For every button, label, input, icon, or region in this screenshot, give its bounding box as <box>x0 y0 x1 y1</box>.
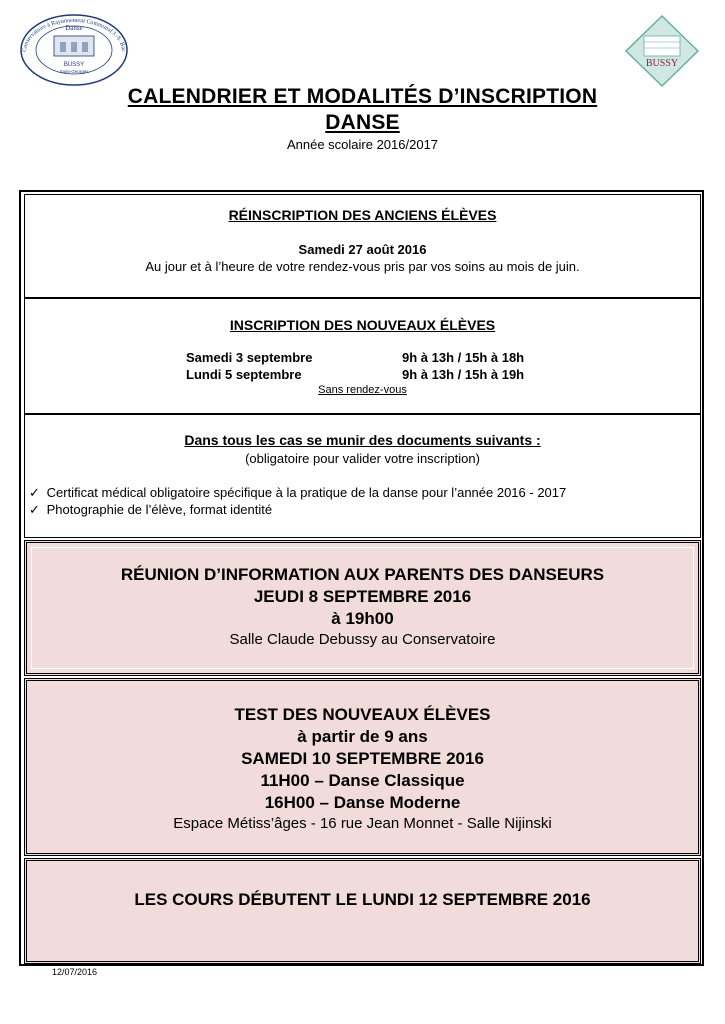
reunion-title: RÉUNION D’INFORMATION AUX PARENTS DES DANSEURS <box>120 565 605 584</box>
document-item-label: Photographie de l’élève, format identité <box>46 502 273 517</box>
reunion-location: Salle Claude Debussy au Conservatoire <box>229 631 496 648</box>
test-title: TEST DES NOUVEAUX ÉLÈVES <box>234 705 491 724</box>
reunion-section <box>24 540 701 676</box>
document-item-label: Certificat médical obligatoire spécifique à la pratique de la danse pour l’année 2016 - 2017 <box>46 485 567 500</box>
inscription-note: Sans rendez-vous <box>318 384 407 396</box>
test-moderne: 16H00 – Danse Moderne <box>264 793 461 812</box>
test-date: SAMEDI 10 SEPTEMBRE 2016 <box>241 749 484 768</box>
inscription-hours-2: 9h à 13h / 15h à 19h <box>402 367 525 382</box>
reinscription-date: Samedi 27 août 2016 <box>298 242 427 257</box>
document-item <box>29 502 272 518</box>
svg-text:Saint-Georges: Saint-Georges <box>59 69 89 74</box>
reunion-date: JEUDI 8 SEPTEMBRE 2016 <box>253 587 472 606</box>
test-age: à partir de 9 ans <box>297 727 428 746</box>
svg-text:BUSSY: BUSSY <box>645 58 679 69</box>
test-location: Espace Métiss’âges - 16 rue Jean Monnet - Salle Nijinski <box>173 815 552 832</box>
reinscription-heading: RÉINSCRIPTION DES ANCIENS ÉLÈVES <box>228 207 497 223</box>
school-year: Année scolaire 2016/2017 <box>286 137 439 152</box>
documents-subheading: (obligatoire pour valider votre inscription) <box>245 451 480 466</box>
inscription-heading: INSCRIPTION DES NOUVEAUX ÉLÈVES <box>229 317 496 333</box>
svg-text:Conservatoire à Rayonnement Co: Conservatoire à Rayonnement Communal J.-S. Bac <box>21 17 127 53</box>
inscription-day-1: Samedi 3 septembre <box>186 350 313 365</box>
reunion-time: à 19h00 <box>331 609 394 628</box>
bussy-logo <box>624 14 700 88</box>
footer-date: 12/07/2016 <box>52 967 98 977</box>
page-title-line2: DANSE <box>325 111 400 134</box>
svg-text:BUSSY: BUSSY <box>63 62 85 68</box>
documents-section <box>24 414 701 538</box>
cours-start: LES COURS DÉBUTENT LE LUNDI 12 SEPTEMBRE 2016 <box>134 890 591 909</box>
reinscription-section <box>24 194 701 298</box>
reinscription-note: Au jour et à l’heure de votre rendez-vous pris par vos soins au mois de juin. <box>145 259 580 274</box>
page-title-line1: CALENDRIER ET MODALITÉS D’INSCRIPTION <box>127 85 598 108</box>
documents-heading: Dans tous les cas se munir des documents suivants : <box>184 432 541 448</box>
inscription-day-2: Lundi 5 septembre <box>186 367 302 382</box>
conservatoire-logo <box>18 12 130 88</box>
document-item <box>29 485 566 501</box>
inscription-hours-1: 9h à 13h / 15h à 18h <box>402 350 525 365</box>
inscription-section <box>24 298 701 414</box>
test-section <box>24 678 701 856</box>
cours-section <box>24 858 701 964</box>
test-classique: 11H00 – Danse Classique <box>260 771 465 790</box>
checkmark-icon: ✓ <box>29 502 40 517</box>
checkmark-icon: ✓ <box>29 485 40 500</box>
svg-text:Danse: Danse <box>65 24 83 32</box>
